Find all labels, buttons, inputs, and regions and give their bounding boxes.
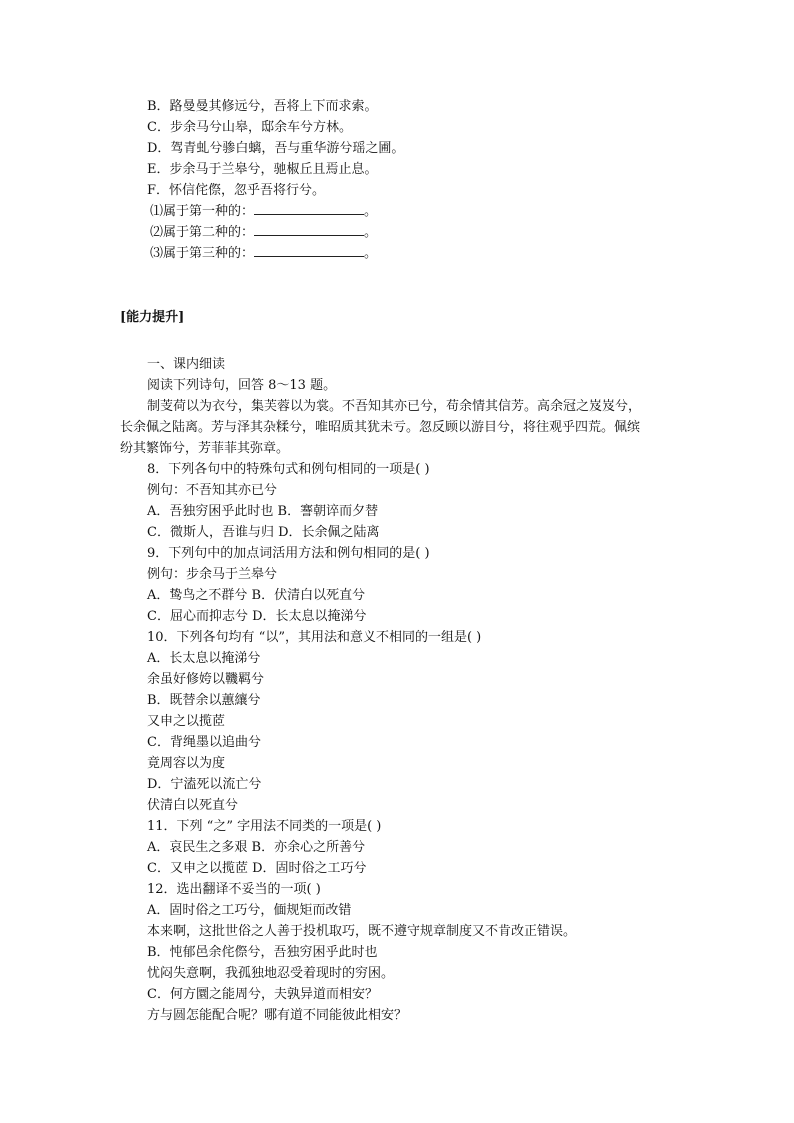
- answer-options: A．鸷鸟之不群兮 B．伏清白以死直兮: [147, 588, 366, 603]
- answer-options: C．屈心而抑志兮 D．长太息以掩涕兮: [147, 609, 367, 624]
- option-e: E．步余马于兰皋兮，驰椒丘且焉止息。: [147, 162, 378, 177]
- question-8-stem: 8．下列各句中的特殊句式和例句相同的一项是( ): [147, 462, 430, 477]
- fill-item-label: ⑵属于第二种的：: [150, 225, 255, 240]
- fill-item-end: 。: [364, 204, 378, 219]
- answer-option: C．背绳墨以追曲兮: [147, 735, 261, 750]
- question-9-stem: 9．下列句中的加点词活用方法和例句相同的是( ): [147, 546, 430, 561]
- fill-item-3: [150, 244, 377, 264]
- option-b: B．路曼曼其修远兮，吾将上下而求索。: [147, 99, 378, 114]
- passage-line: 纷其繁饰兮，芳菲菲其弥章。: [120, 441, 290, 456]
- option-c: C．步余马兮山皋，邸余车兮方林。: [147, 120, 352, 135]
- answer-blank[interactable]: [254, 223, 364, 236]
- option-f: F．怀信侘傺，忽乎吾将行兮。: [147, 183, 326, 198]
- fill-item-end: 。: [364, 225, 378, 240]
- answer-options: A．吾独穷困乎此时也 B．謇朝谇而夕替: [147, 504, 379, 519]
- fill-item-1: [150, 202, 377, 222]
- answer-blank[interactable]: [254, 202, 364, 215]
- answer-options: C．微斯人，吾谁与归 D．长余佩之陆离: [147, 525, 380, 540]
- fill-item-label: ⑶属于第三种的：: [150, 246, 255, 261]
- fill-item-end: 。: [364, 246, 378, 261]
- translation: 本来啊，这批世俗之人善于投机取巧，既不遵守规章制度又不肯改正错误。: [147, 924, 577, 939]
- answer-options: C．又申之以揽茝 D．固时俗之工巧兮: [147, 861, 367, 876]
- option-d: D．驾青虬兮骖白螭，吾与重华游兮瑶之圃。: [147, 141, 405, 156]
- answer-option: D．宁溘死以流亡兮: [147, 777, 262, 792]
- example-sentence: 例句：不吾知其亦已兮: [147, 483, 278, 498]
- answer-option: C．何方圜之能周兮，夫孰异道而相安？: [147, 987, 378, 1002]
- answer-option: B．忳郁邑余侘傺兮，吾独穷困乎此时也: [147, 945, 378, 960]
- instruction: 阅读下列诗句，回答 8～13 题。: [147, 378, 337, 393]
- question-12-stem: 12．选出翻译不妥当的一项( ): [147, 882, 321, 897]
- translation: 忧闷失意啊，我孤独地忍受着现时的穷困。: [147, 966, 395, 981]
- question-11-stem: 11．下列 “之” 字用法不同类的一项是( ): [147, 819, 382, 834]
- answer-option: B．既替余以蕙纕兮: [147, 693, 261, 708]
- passage-line: 制芰荷以为衣兮，集芙蓉以为裳。不吾知其亦已兮，苟余情其信芳。高余冠之岌岌兮，: [147, 399, 642, 414]
- answer-options: A．哀民生之多艰 B．亦余心之所善兮: [147, 840, 366, 855]
- fill-item-label: ⑴属于第一种的：: [150, 204, 255, 219]
- translation: 方与圆怎能配合呢？哪有道不同能彼此相安？: [147, 1008, 408, 1023]
- fill-item-2: [150, 223, 377, 243]
- answer-blank[interactable]: [254, 244, 364, 257]
- passage-line: 长余佩之陆离。芳与泽其杂糅兮，唯昭质其犹未亏。忽反顾以游目兮，将往观乎四荒。佩缤: [120, 420, 641, 435]
- answer-option: A．长太息以掩涕兮: [147, 651, 261, 666]
- sub-heading: 一、课内细读: [147, 357, 226, 372]
- answer-option: A．固时俗之工巧兮，偭规矩而改错: [147, 903, 352, 918]
- example-sentence: 例句：步余马于兰皋兮: [147, 567, 278, 582]
- answer-option-pair: 又申之以揽茝: [147, 714, 226, 729]
- section-heading: [能力提升]: [120, 310, 185, 325]
- answer-option-pair: 伏清白以死直兮: [147, 798, 239, 813]
- answer-option-pair: 余虽好修姱以鞿羁兮: [147, 672, 265, 687]
- question-10-stem: 10．下列各句均有 “以”，其用法和意义不相同的一组是( ): [147, 630, 482, 645]
- answer-option-pair: 竟周容以为度: [147, 756, 226, 771]
